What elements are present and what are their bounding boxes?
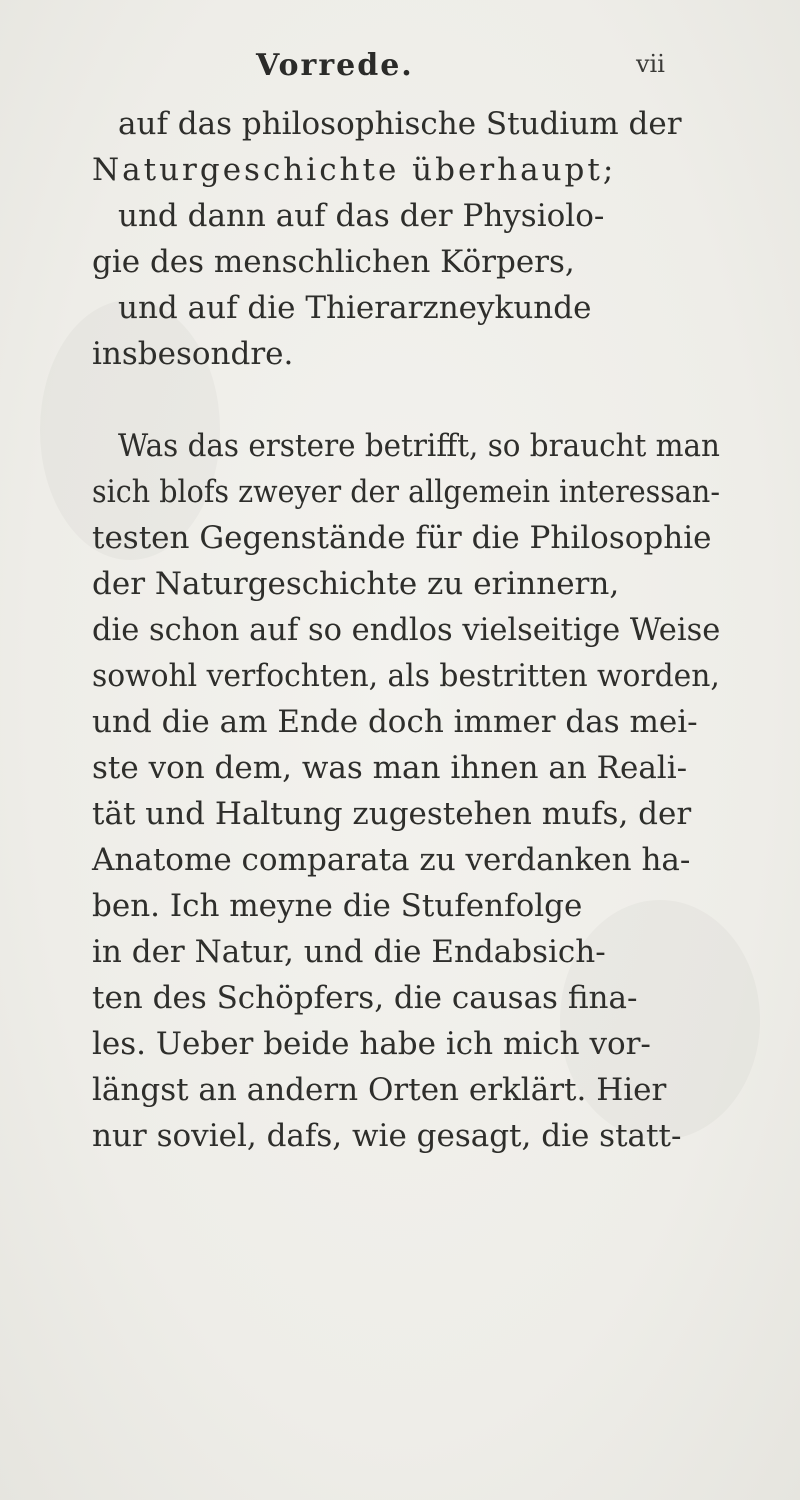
text-line: testen Gegenstände für die Philosophie — [92, 520, 712, 556]
text-line: ben. Ich meyne die Stufenfolge — [92, 888, 583, 924]
page-header — [0, 48, 800, 88]
text-line: Naturgeschichte überhaupt; — [92, 152, 617, 188]
text-line: sowohl verfochten, als bestritten worden, — [92, 658, 720, 694]
text-line: die schon auf so endlos vielseitige Weise — [92, 612, 721, 648]
text-line: und dann auf das der Physiolo- — [118, 198, 605, 234]
running-title: Vorrede. — [256, 48, 414, 83]
text-line: ste von dem, was man ihnen an Reali- — [92, 750, 688, 786]
text-line: gie des menschlichen Körpers, — [92, 244, 575, 280]
text-line: ten des Schöpfers, die causas fina- — [92, 980, 638, 1016]
page-number: vii — [636, 50, 665, 78]
text-line: auf das philosophische Studium der — [118, 106, 682, 142]
text-line: les. Ueber beide habe ich mich vor- — [92, 1026, 651, 1062]
text-line: in der Natur, und die Endabsich- — [92, 934, 606, 970]
text-line: und die am Ende doch immer das mei- — [92, 704, 698, 740]
text-line: Was das erstere betrifft, so braucht man — [118, 428, 720, 464]
text-line: tät und Haltung zugestehen mufs, der — [92, 796, 692, 832]
text-line: nur soviel, dafs, wie gesagt, die statt- — [92, 1118, 682, 1154]
text-line: insbesondre. — [92, 336, 294, 372]
text-line: längst an andern Orten erklärt. Hier — [92, 1072, 667, 1108]
text-line: der Naturgeschichte zu erinnern, — [92, 566, 620, 602]
text-line: sich blofs zweyer der allgemein interessan- — [92, 474, 720, 510]
text-line: und auf die Thierarzneykunde — [118, 290, 592, 326]
text-line: Anatome comparata zu verdanken ha- — [92, 842, 691, 878]
